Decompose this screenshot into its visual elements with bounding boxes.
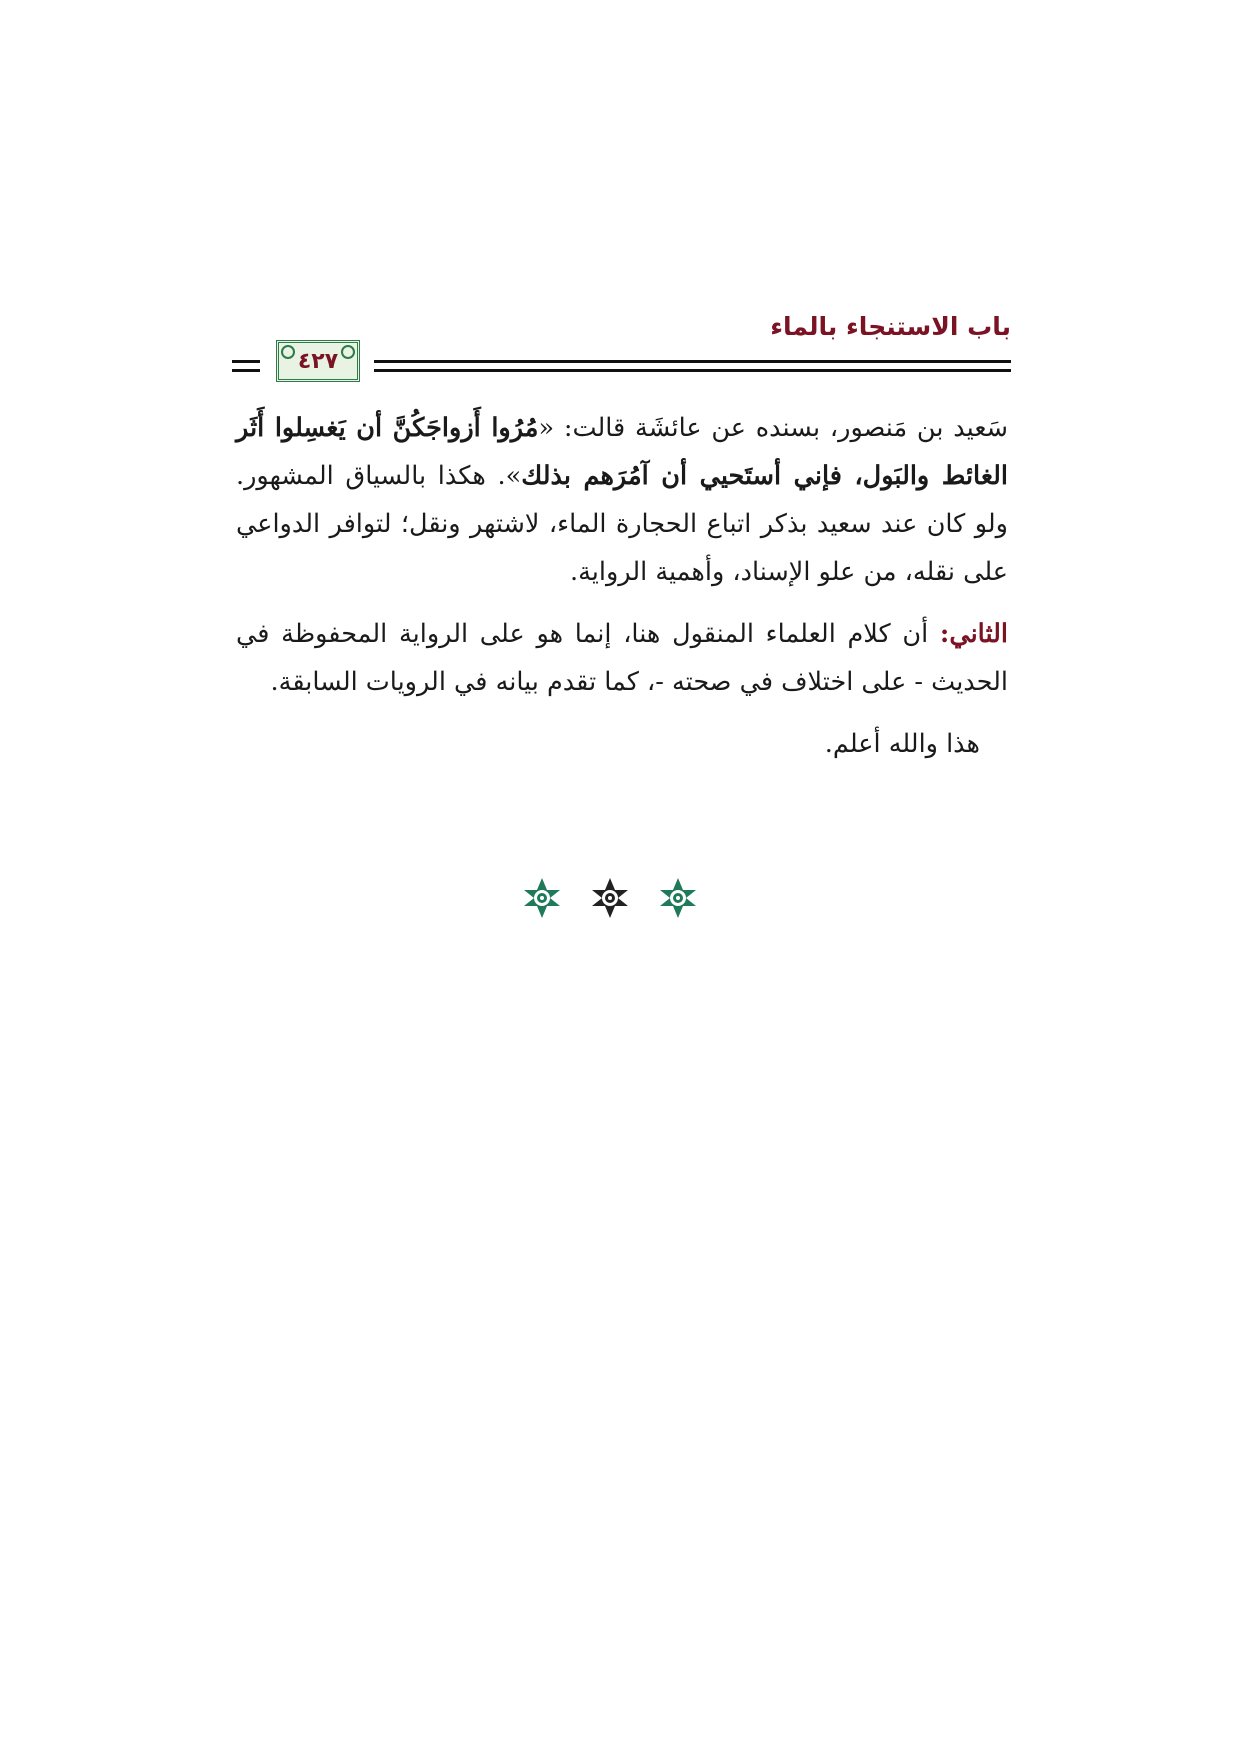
paragraph-1 (236, 404, 1008, 596)
star-ornament-icon (588, 876, 632, 920)
page-header (232, 312, 1011, 384)
paragraph-2-text: أن كلام العلماء المنقول هنا، إنما هو على الرواية المحفوظة في الحديث - على اختلاف في صحته -، كما تقدم بيانه في الرويات السابقة. (236, 619, 1008, 697)
hadith-quote: مُرُوا أَزواجَكُنَّ أن يَغسِلوا أَثَر الغائط والبَول، فإني أستَحيي أن آمُرَهم بذلك (236, 413, 1008, 491)
paragraph-1-rest: ». هكذا بالسياق المشهور. ولو كان عند سعيد بذكر اتباع الحجارة الماء، لاشتهر ونقل؛ لتوافر الدواعي على نقله، من علو الإسناد، وأهمية الرواية. (236, 461, 1008, 587)
page-number-badge (276, 340, 360, 382)
paragraph-2 (236, 610, 1008, 706)
second-point-label: الثاني: (939, 619, 1008, 649)
paragraph-1-intro: سَعيد بن مَنصور، بسنده عن عائشَة قالت: « (538, 413, 1008, 443)
page-body (236, 404, 1008, 768)
closing-line: هذا والله أعلم. (824, 729, 980, 759)
section-ornaments (520, 876, 700, 920)
star-ornament-icon (656, 876, 700, 920)
page-number: ٤٢٧ (297, 348, 339, 374)
chapter-title: باب الاستنجاء بالماء (770, 312, 1011, 341)
star-ornament-icon (520, 876, 564, 920)
